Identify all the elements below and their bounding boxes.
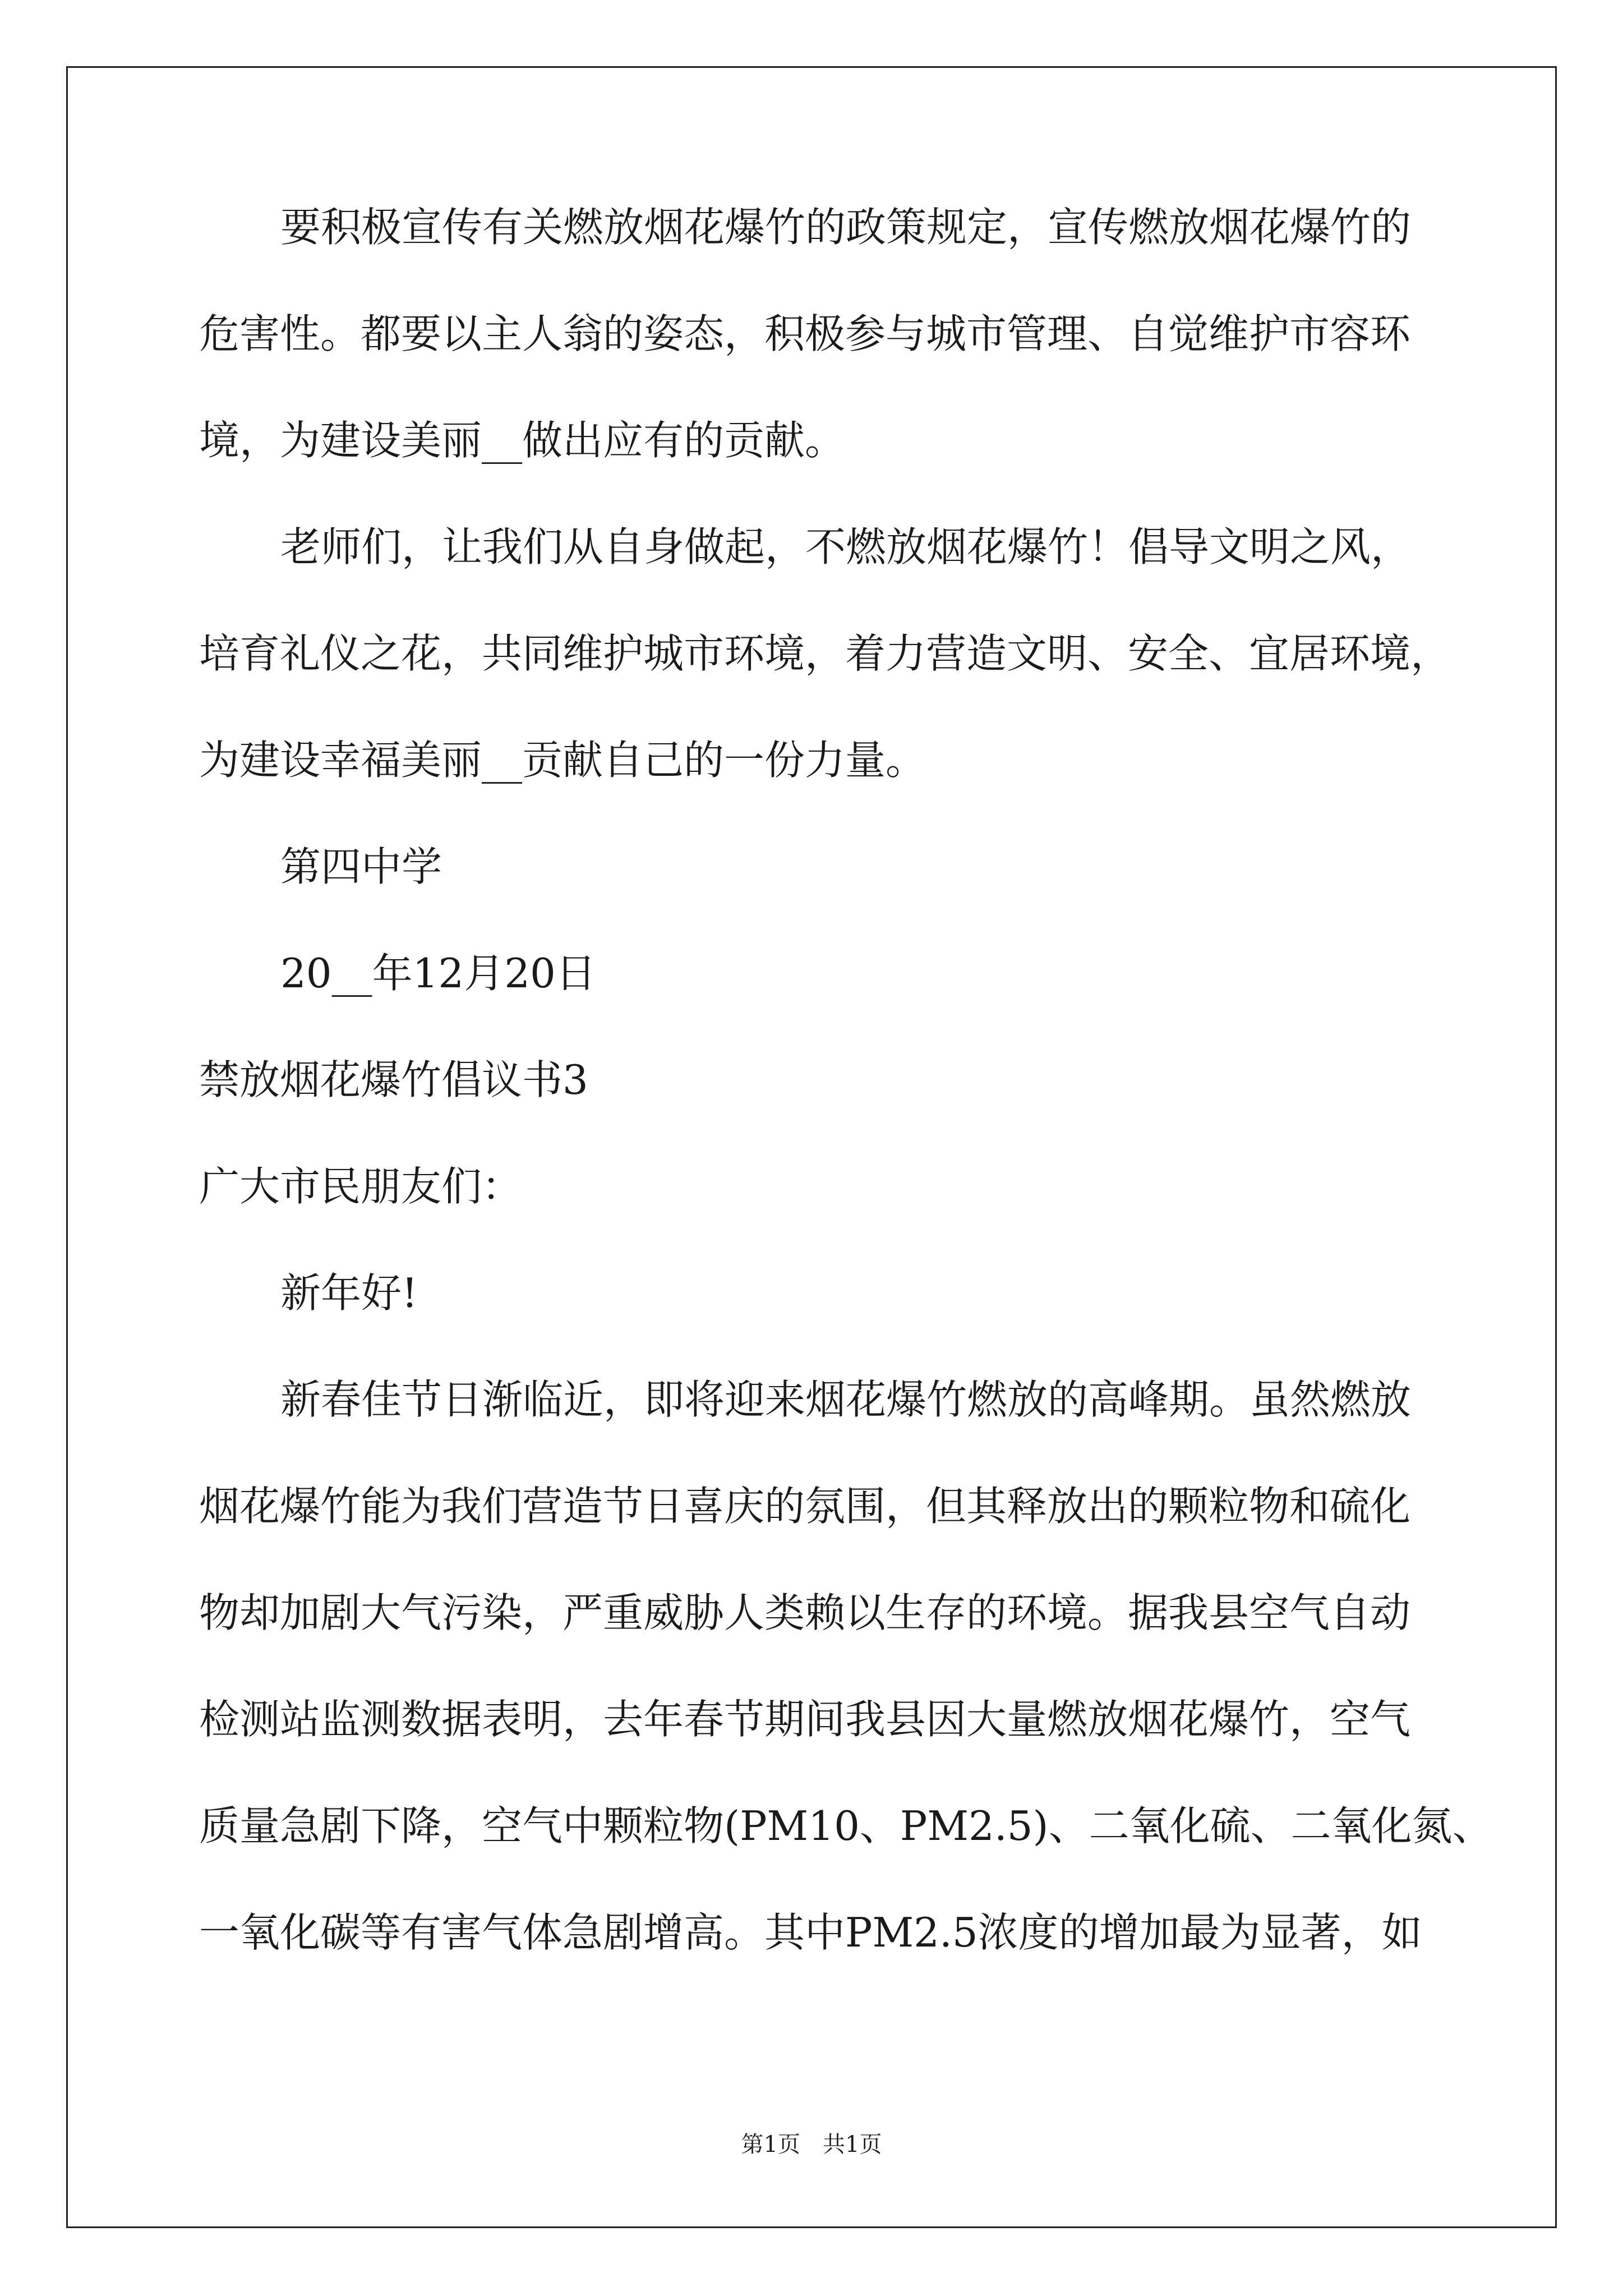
paragraph-line: 物却加剧大气污染，严重威胁人类赖以生存的环境。据我县空气自动 [199,1589,1411,1636]
paragraph-line: 烟花爆竹能为我们营造节日喜庆的氛围，但其释放出的颗粒物和硫化 [199,1483,1411,1530]
paragraph-line: 危害性。都要以主人翁的姿态，积极参与城市管理、自觉维护市容环 [199,310,1411,357]
paragraph-line: 为建设幸福美丽__贡献自己的一份力量。 [199,737,926,784]
paragraph-line: 检测站监测数据表明，去年春节期间我县因大量燃放烟花爆竹，空气 [199,1696,1411,1743]
paragraph-line: 质量急剧下降，空气中颗粒物(PM10、PM2.5)、二氧化硫、二氧化氮、 [199,1802,1493,1849]
paragraph-line: 境，为建设美丽__做出应有的贡献。 [199,417,846,464]
paragraph-line: 一氧化碳等有害气体急剧增高。其中PM2.5浓度的增加最为显著，如 [199,1909,1422,1956]
greeting: 新年好! [280,1269,418,1317]
salutation: 广大市民朋友们： [199,1163,523,1210]
signature-school: 第四中学 [280,843,442,890]
paragraph-line: 要积极宣传有关燃放烟花爆竹的政策规定，宣传燃放烟花爆竹的 [280,204,1412,251]
section-title: 禁放烟花爆竹倡议书3 [199,1056,588,1103]
page-footer: 第1页 共1页 [741,2132,882,2157]
page-border [66,66,1557,2228]
paragraph-line: 新春佳节日渐临近，即将迎来烟花爆竹燃放的高峰期。虽然燃放 [280,1376,1412,1423]
signature-date: 20__年12月20日 [280,950,596,997]
paragraph-line: 老师们，让我们从自身做起，不燃放烟花爆竹！倡导文明之风， [280,523,1412,570]
paragraph-line: 培育礼仪之花，共同维护城市环境，着力营造文明、安全、宜居环境， [199,630,1451,677]
